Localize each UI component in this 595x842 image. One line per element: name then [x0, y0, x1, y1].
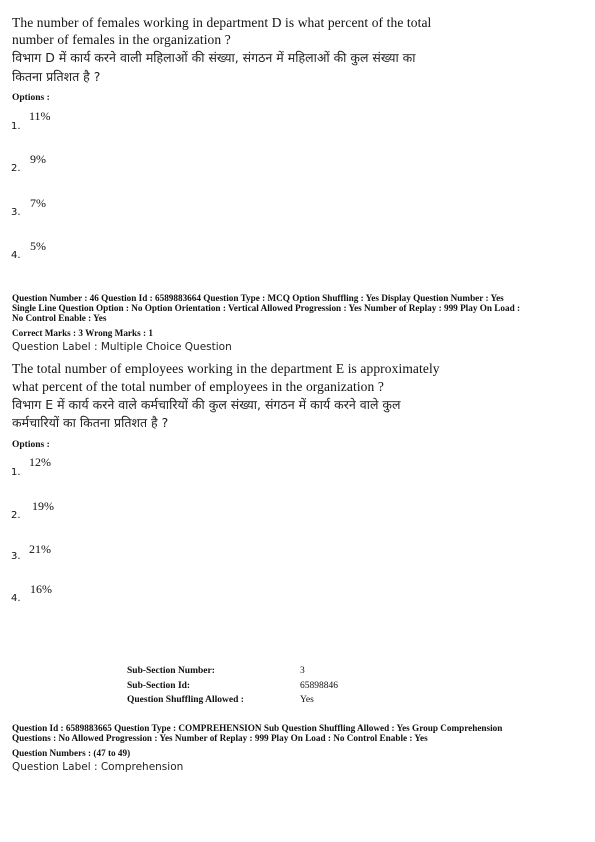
- subsection-id-label: Sub-Section Id:: [127, 681, 191, 691]
- option-number: 2.: [11, 510, 21, 521]
- option-number: 4.: [11, 593, 21, 604]
- q46-text-en-line2: what percent of the total number of employees in the organization ?: [12, 379, 384, 394]
- q46-text-en-line1: The total number of employees working in the department E is approximately: [12, 361, 440, 376]
- option-value: 12%: [29, 455, 51, 469]
- q45-text-hi-line2: कितना प्रतिशत है ?: [12, 69, 101, 84]
- q46-option-4[interactable]: [10, 581, 90, 609]
- q46-text-hi-line2: कर्मचारियों का कितना प्रतिशत है ?: [12, 415, 169, 430]
- q45-option-4[interactable]: [10, 237, 90, 265]
- option-number: 4.: [11, 250, 21, 261]
- q46-marks: Correct Marks : 3 Wrong Marks : 1: [12, 328, 153, 338]
- q46-option-1[interactable]: [10, 454, 90, 482]
- subsection-shuffle-value: Yes: [300, 695, 314, 705]
- option-number: 2.: [11, 163, 21, 174]
- q45-text-hi-line1: विभाग D में कार्य करने वाली महिलाओं की संख्या, संगठन में महिलाओं की कुल संख्या का: [12, 50, 416, 65]
- q45-text-en-line2: number of females in the organization ?: [12, 32, 231, 47]
- q45-option-3[interactable]: [10, 194, 90, 222]
- option-value: 9%: [30, 152, 46, 166]
- q45-option-1[interactable]: [10, 108, 90, 136]
- q46-text-hi-line1: विभाग E में कार्य करने वाले कर्मचारियों की कुल संख्या, संगठन में कार्य करने वाले कुल: [12, 397, 401, 412]
- option-number: 1.: [11, 121, 21, 132]
- subsection-id-value: 65898846: [300, 681, 338, 691]
- option-number: 3.: [11, 207, 21, 218]
- subsection-number-label: Sub-Section Number:: [127, 666, 215, 676]
- comprehension-meta-line2: Questions : No Allowed Progression : Yes Number of Replay : 999 Play On Load : No Control Enable : Yes: [12, 733, 428, 743]
- q46-question-label: Question Label : Multiple Choice Question: [12, 341, 232, 353]
- subsection-shuffle-label: Question Shuffling Allowed :: [127, 695, 244, 705]
- option-value: 16%: [30, 582, 52, 596]
- option-value: 19%: [32, 499, 54, 513]
- option-number: 3.: [11, 551, 21, 562]
- option-value: 21%: [29, 542, 51, 556]
- q46-meta-line3: No Control Enable : Yes: [12, 313, 107, 323]
- q46-meta-line1: Question Number : 46 Question Id : 6589883664 Question Type : MCQ Option Shuffling : Yes Display Question Number : Yes: [12, 293, 504, 303]
- q45-text-en-line1: The number of females working in department D is what percent of the total: [12, 15, 432, 30]
- comprehension-question-numbers: Question Numbers : (47 to 49): [12, 748, 131, 758]
- subsection-number-value: 3: [300, 666, 305, 676]
- q45-options-label: Options :: [12, 93, 50, 103]
- comprehension-meta-line1: Question Id : 6589883665 Question Type : COMPREHENSION Sub Question Shuffling Allowed : Yes Group Comprehension: [12, 723, 503, 733]
- q46-option-3[interactable]: [10, 540, 90, 568]
- q46-options-label: Options :: [12, 440, 50, 450]
- option-value: 11%: [29, 109, 51, 123]
- option-number: 1.: [11, 467, 21, 478]
- q46-meta-line2: Single Line Question Option : No Option Orientation : Vertical Allowed Progression : Yes Number of Replay : 999 Play On Load :: [12, 303, 521, 313]
- q45-option-2[interactable]: [10, 150, 90, 178]
- option-value: 7%: [30, 196, 46, 210]
- comprehension-question-label: Question Label : Comprehension: [12, 761, 184, 773]
- option-value: 5%: [30, 239, 46, 253]
- q46-option-2[interactable]: [10, 497, 90, 525]
